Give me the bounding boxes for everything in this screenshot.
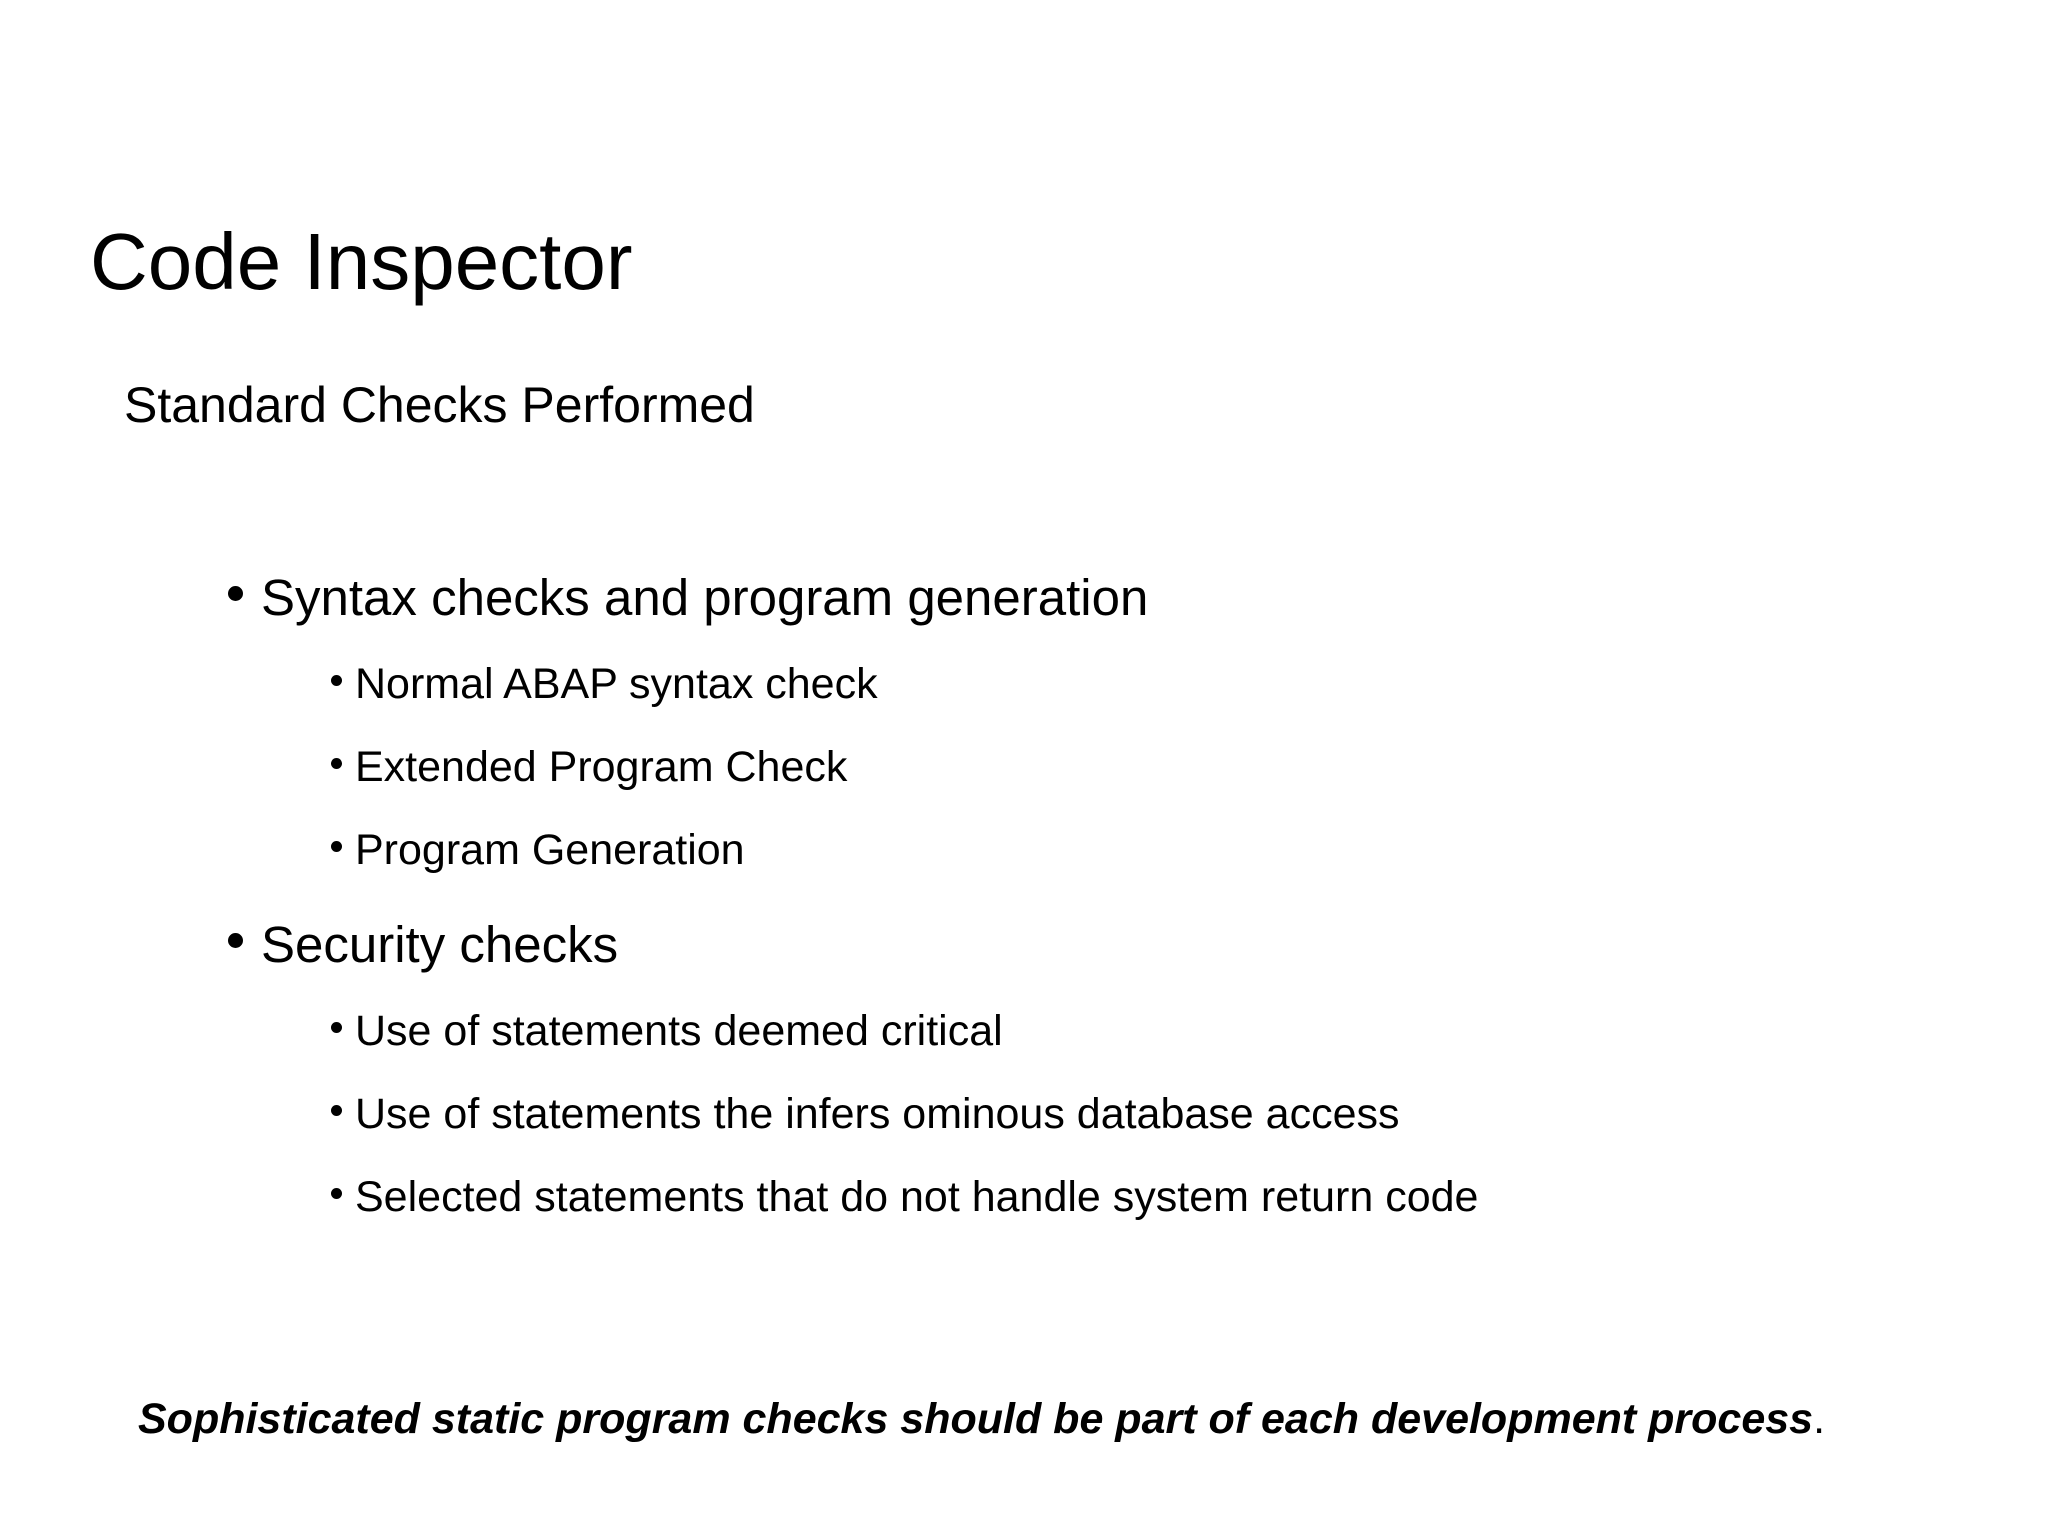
bullet-icon (228, 933, 243, 948)
footer-trailing: . (1813, 1395, 1826, 1443)
list-item (331, 660, 878, 708)
slide-title: Code Inspector (90, 217, 633, 306)
bullet-icon (331, 1105, 342, 1116)
list-item-label: Selected statements that do not handle system return code (355, 1173, 1479, 1221)
list-item (331, 743, 848, 791)
bullet-icon (228, 586, 243, 601)
footer-note (138, 1395, 1826, 1443)
footer-emphasis: Sophisticated static program checks should be part of each development process (138, 1395, 1814, 1443)
list-item (331, 1090, 1400, 1138)
list-item (331, 1007, 1003, 1055)
bullet-icon (331, 1188, 342, 1199)
list-item-label: Extended Program Check (355, 743, 848, 791)
list-item (331, 1173, 1479, 1221)
section-label: Security checks (261, 916, 619, 973)
bullet-icon (331, 758, 342, 769)
bullet-icon (331, 1022, 342, 1033)
list-item-label: Normal ABAP syntax check (355, 660, 878, 708)
list-item-label: Use of statements the infers ominous database access (355, 1090, 1400, 1138)
section-syntax-checks (228, 569, 1149, 626)
bullet-icon (331, 675, 342, 686)
section-security-checks (228, 916, 619, 973)
list-item-label: Use of statements deemed critical (355, 1007, 1003, 1055)
section-label: Syntax checks and program generation (261, 569, 1149, 626)
slide-subtitle: Standard Checks Performed (124, 377, 755, 433)
list-item (331, 826, 745, 874)
list-item-label: Program Generation (355, 826, 745, 874)
bullet-icon (331, 841, 342, 852)
